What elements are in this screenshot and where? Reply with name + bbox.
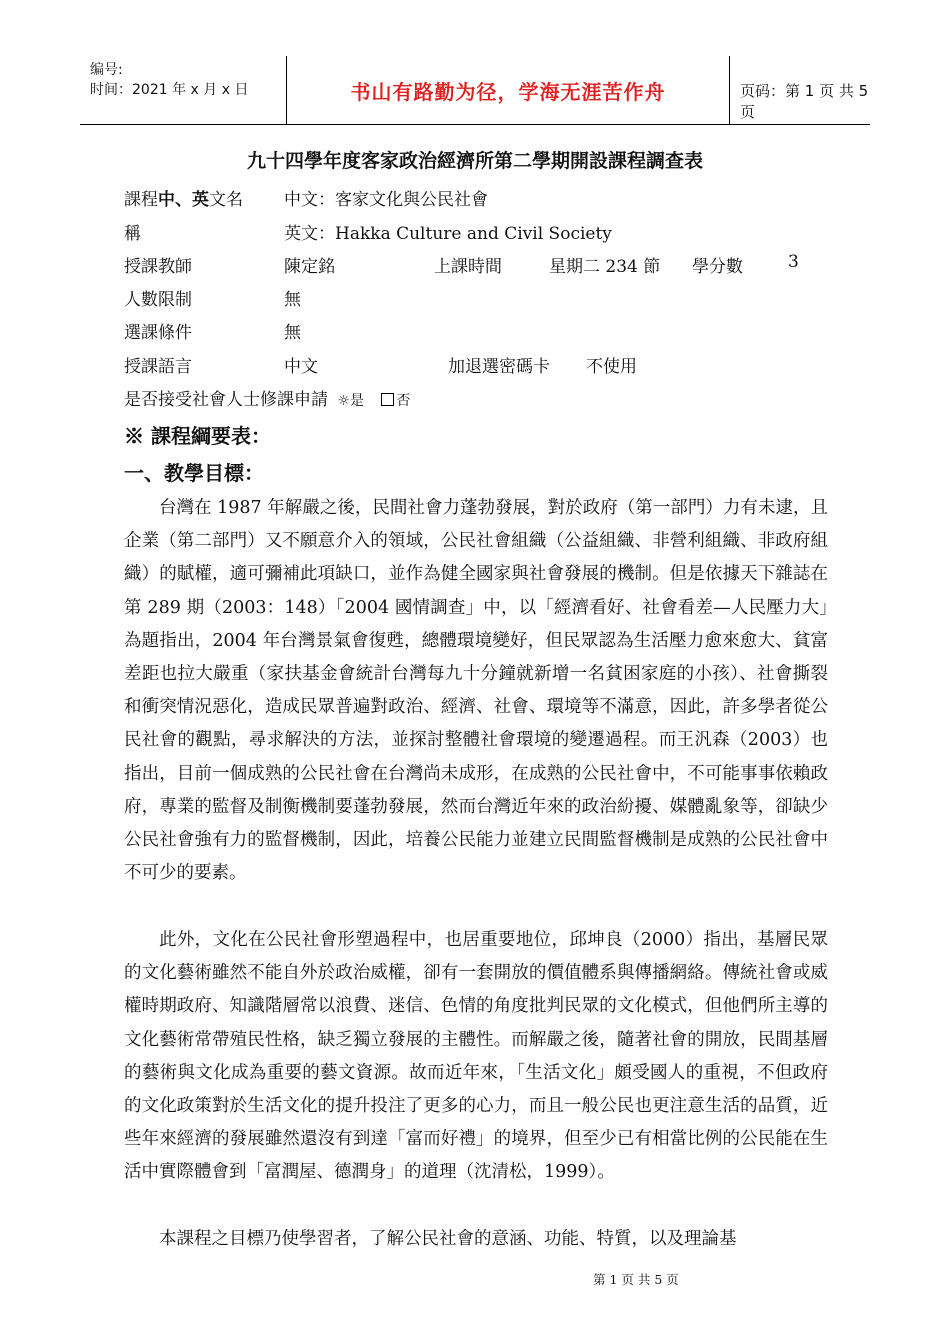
enrollment-limit-value: 無 xyxy=(284,290,301,310)
class-time-value: 星期二 234 節 xyxy=(549,257,661,277)
header-meta xyxy=(90,60,248,100)
course-name-label: 課程中、英文名 xyxy=(124,190,243,210)
header-motto: 书山有路勤为径，学海无涯苦作舟 xyxy=(350,80,666,104)
paragraph: 此外，文化在公民社會形塑過程中，也居重要地位，邱坤良（2000）指出，基層民眾的文化藝術雖然不能自外於政治威權，卻有一套開放的價值體系與傳播網絡。傳統社會或威權時期政府、知識階層常以浪費、迷信、色情的角度批判民眾的文化模式，但他們所主導的文化藝術常帶殖民性格，缺乏獨立發展的主體性。而解嚴之後，隨著社會的開放，民間基層的藝術與文化成為重要的藝文資源。故而近年來，「生活文化」頗受國人的重視，不但政府的文化政策對於生活文化的提升投注了更多的心力，而且一般公民也更注意生活的品質，近些年來經濟的發展雖然還沒有到達「富而好禮」的境界，但至少已有相當比例的公民能在生活中實際體會到「富潤屋、德潤身」的道理（沈清松，1999）。 xyxy=(124,930,828,1183)
header-divider xyxy=(729,56,730,124)
language-label: 授課語言 xyxy=(124,357,192,377)
outline-heading: ※ 課程綱要表： xyxy=(124,424,271,448)
document-number-label: 编号: xyxy=(90,62,123,78)
credit-value: 3 xyxy=(788,252,799,272)
prerequisite-value: 無 xyxy=(284,323,301,343)
public-yes-option: ☼是 xyxy=(337,393,364,409)
password-card-value: 不使用 xyxy=(586,357,637,377)
class-time-label: 上課時間 xyxy=(434,257,502,277)
paragraph: 本課程之目標乃使學習者，了解公民社會的意涵、功能、特質，以及理論基 xyxy=(159,1229,737,1249)
course-name-label-cont: 稱 xyxy=(124,224,141,244)
paragraph: 台灣在 1987 年解嚴之後，民間社會力蓬勃發展，對於政府（第一部門）力有未逮，且企業（第二部門）又不願意介入的領域，公民社會組織（公益組織、非營利組織、非政府組織）的賦權，適可彌補此項缺口，並作為健全國家與社會發展的機制。但是依據天下雜誌在第 289 期（2003：148）「2004 國情調查」中，以「經濟看好、社會看差—人民壓力大」為題指出，2004 年台灣景氣會復甦，總體環境變好，但民眾認為生活壓力愈來愈大、貧富差距也拉大嚴重（家扶基金會統計台灣每九十分鐘就新增一名貧困家庭的小孩）、社會撕裂和衝突情況惡化，造成民眾普遍對政治、經濟、社會、環境等不滿意，因此，許多學者從公民社會的觀點，尋求解決的方法，並探討整體社會環境的變遷過程。而王汎森（2003）也指出，目前一個成熟的公民社會在台灣尚未成形，在成熟的公民社會中，不可能事事依賴政府，專業的監督及制衡機制要蓬勃發展，然而台灣近年來的政治紛擾、媒體亂象等，卻缺少公民社會強有力的監督機制，因此，培養公民能力並建立民間監督機制是成熟的公民社會中不可少的要素。 xyxy=(124,498,828,884)
document-title: 九十四學年度客家政治經濟所第二學期開設課程調查表 xyxy=(246,150,703,172)
public-no-option: 否 xyxy=(381,393,410,409)
prerequisite-label: 選課條件 xyxy=(124,323,192,343)
checkbox-icon xyxy=(381,393,394,406)
credit-label: 學分數 xyxy=(692,257,743,277)
language-value: 中文 xyxy=(284,357,318,377)
password-card-label: 加退選密碼卡 xyxy=(448,357,550,377)
teacher-label: 授課教師 xyxy=(124,257,192,277)
course-english-name: 英文：Hakka Culture and Civil Society xyxy=(284,224,612,244)
teacher-value: 陳定銘 xyxy=(284,257,335,277)
document-time: 时间：2021 年 x 月 x 日 xyxy=(90,82,249,98)
page-footer: 第 1 页 共 5 页 xyxy=(593,1272,679,1287)
section-heading: 一、教學目標： xyxy=(124,461,264,485)
public-enrollment-row xyxy=(124,385,410,410)
enrollment-limit-label: 人數限制 xyxy=(124,290,192,310)
page-header xyxy=(80,56,870,125)
public-enrollment-label: 是否接受社會人士修課申請 xyxy=(124,390,328,410)
header-page-info: 页码：第 1 页 共 5 页 xyxy=(740,82,869,121)
course-chinese-name: 中文：客家文化與公民社會 xyxy=(284,190,488,210)
